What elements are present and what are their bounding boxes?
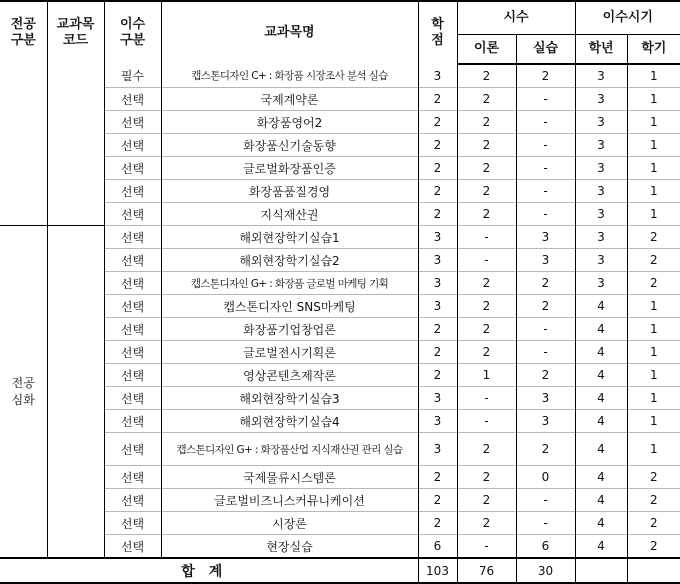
table-body [0,64,680,558]
credits-cell: 2 [418,466,457,489]
theory-hours-cell: 1 [457,364,516,387]
header-hours: 시수 [457,1,575,34]
header-credits: 학 점 [418,1,457,64]
completion-type-cell: 선택 [104,318,161,341]
semester-cell: 1 [627,180,680,203]
practice-hours-cell: 3 [516,226,575,249]
theory-hours-cell: 2 [457,466,516,489]
course-code-cell [47,64,104,226]
practice-hours-cell: - [516,111,575,134]
semester-cell: 1 [627,295,680,318]
semester-cell: 1 [627,387,680,410]
practice-hours-cell: - [516,489,575,512]
course-name-cell: 캡스톤디자인 SNS마케팅 [161,295,418,318]
year-cell: 4 [575,410,627,433]
completion-type-cell: 선택 [104,535,161,559]
practice-hours-cell: - [516,134,575,157]
completion-type-cell: 선택 [104,157,161,180]
year-cell: 4 [575,489,627,512]
year-cell: 3 [575,64,627,88]
practice-hours-cell: - [516,512,575,535]
theory-hours-cell: 2 [457,433,516,466]
semester-cell: 2 [627,466,680,489]
semester-cell: 2 [627,272,680,295]
practice-hours-cell: 2 [516,272,575,295]
credits-cell: 2 [418,88,457,111]
completion-type-cell: 선택 [104,249,161,272]
credits-cell: 3 [418,272,457,295]
completion-type-cell: 선택 [104,88,161,111]
theory-hours-cell: 2 [457,180,516,203]
credits-cell: 2 [418,134,457,157]
year-cell: 4 [575,433,627,466]
practice-hours-cell: 0 [516,466,575,489]
semester-cell: 2 [627,226,680,249]
credits-cell: 2 [418,180,457,203]
course-name-cell: 해외현장학기실습2 [161,249,418,272]
practice-hours-cell: 3 [516,387,575,410]
completion-type-cell: 선택 [104,341,161,364]
completion-type-cell: 선택 [104,433,161,466]
header-year: 학년 [575,34,627,64]
semester-cell: 2 [627,512,680,535]
credits-cell: 2 [418,512,457,535]
course-name-cell: 해외현장학기실습1 [161,226,418,249]
theory-hours-cell: 2 [457,203,516,226]
header-course-name: 교과목명 [161,1,418,64]
course-name-cell: 지식재산권 [161,203,418,226]
course-name-cell: 화장품품질경영 [161,180,418,203]
semester-cell: 1 [627,410,680,433]
completion-type-cell: 선택 [104,272,161,295]
theory-hours-cell: 2 [457,111,516,134]
year-cell: 3 [575,180,627,203]
credits-cell: 2 [418,203,457,226]
credits-cell: 3 [418,387,457,410]
theory-hours-cell: - [457,410,516,433]
course-code-cell [47,226,104,559]
year-cell: 3 [575,249,627,272]
course-name-cell: 화장품신기술동향 [161,134,418,157]
practice-hours-cell: 2 [516,64,575,88]
header-semester: 학기 [627,34,680,64]
practice-hours-cell: 3 [516,249,575,272]
completion-type-cell: 선택 [104,226,161,249]
course-name-cell: 화장품기업창업론 [161,318,418,341]
practice-hours-cell: 2 [516,364,575,387]
practice-hours-cell: 3 [516,410,575,433]
year-cell: 4 [575,318,627,341]
practice-hours-cell: - [516,157,575,180]
year-cell: 4 [575,295,627,318]
course-name-cell: 화장품영어2 [161,111,418,134]
credits-cell: 2 [418,111,457,134]
year-cell: 4 [575,364,627,387]
completion-type-cell: 선택 [104,466,161,489]
credits-cell: 6 [418,535,457,559]
year-cell: 3 [575,157,627,180]
completion-type-cell: 선택 [104,134,161,157]
credits-cell: 3 [418,226,457,249]
theory-hours-cell: 2 [457,64,516,88]
credits-cell: 2 [418,157,457,180]
semester-cell: 1 [627,64,680,88]
year-cell: 3 [575,226,627,249]
practice-hours-cell: - [516,88,575,111]
year-cell: 3 [575,111,627,134]
semester-cell: 1 [627,364,680,387]
completion-type-cell: 선택 [104,512,161,535]
semester-cell: 1 [627,433,680,466]
year-cell: 3 [575,272,627,295]
credits-cell: 3 [418,64,457,88]
credits-cell: 3 [418,410,457,433]
completion-type-cell: 선택 [104,387,161,410]
semester-cell: 1 [627,111,680,134]
table-row [0,226,680,249]
completion-type-cell: 필수 [104,64,161,88]
semester-cell: 1 [627,88,680,111]
theory-hours-cell: 2 [457,341,516,364]
course-name-cell: 영상콘텐츠제작론 [161,364,418,387]
theory-hours-cell: 2 [457,489,516,512]
total-label: 합계 [0,558,418,583]
course-name-cell: 국제계약론 [161,88,418,111]
practice-hours-cell: - [516,180,575,203]
theory-hours-cell: 2 [457,88,516,111]
header-period: 이수시기 [575,1,680,34]
major-category-cell [0,64,47,226]
year-cell: 4 [575,512,627,535]
theory-hours-cell: 2 [457,318,516,341]
theory-hours-cell: 2 [457,272,516,295]
course-name-cell: 캡스톤디자인 C+ : 화장품 시장조사 분석 실습 [161,64,418,88]
total-row [0,558,680,583]
theory-hours-cell: - [457,535,516,559]
year-cell: 3 [575,203,627,226]
semester-cell: 2 [627,535,680,559]
practice-hours-cell: 2 [516,295,575,318]
credits-cell: 2 [418,489,457,512]
header-practice: 실습 [516,34,575,64]
major-category-cell: 전공 심화 [0,226,47,559]
course-name-cell: 글로벌화장품인증 [161,157,418,180]
course-name-cell: 캡스톤디자인 G+ : 화장품 글로벌 마케팅 기획 [161,272,418,295]
header-completion-type: 이수 구분 [104,1,161,64]
header-major-category: 전공 구분 [0,1,47,64]
course-name-cell: 글로벌비즈니스커뮤니케이션 [161,489,418,512]
credits-cell: 3 [418,249,457,272]
theory-hours-cell: 2 [457,134,516,157]
completion-type-cell: 선택 [104,364,161,387]
semester-cell: 1 [627,134,680,157]
year-cell: 3 [575,88,627,111]
theory-hours-cell: 2 [457,512,516,535]
completion-type-cell: 선택 [104,295,161,318]
header-course-code: 교과목 코드 [47,1,104,64]
theory-hours-cell: - [457,249,516,272]
theory-hours-cell: - [457,226,516,249]
practice-hours-cell: - [516,203,575,226]
credits-cell: 2 [418,318,457,341]
credits-cell: 3 [418,433,457,466]
header-theory: 이론 [457,34,516,64]
semester-cell: 1 [627,341,680,364]
completion-type-cell: 선택 [104,410,161,433]
completion-type-cell: 선택 [104,203,161,226]
completion-type-cell: 선택 [104,180,161,203]
practice-hours-cell: 2 [516,433,575,466]
year-cell: 4 [575,341,627,364]
credits-cell: 2 [418,341,457,364]
credits-cell: 3 [418,295,457,318]
total-year [575,558,627,583]
completion-type-cell: 선택 [104,111,161,134]
year-cell: 3 [575,134,627,157]
practice-hours-cell: - [516,318,575,341]
theory-hours-cell: 2 [457,295,516,318]
total-practice: 30 [516,558,575,583]
practice-hours-cell: - [516,341,575,364]
year-cell: 4 [575,387,627,410]
course-name-cell: 글로벌전시기획론 [161,341,418,364]
theory-hours-cell: 2 [457,157,516,180]
credits-cell: 2 [418,364,457,387]
table-row [0,64,680,88]
course-name-cell: 시장론 [161,512,418,535]
course-name-cell: 해외현장학기실습3 [161,387,418,410]
semester-cell: 1 [627,318,680,341]
course-name-cell: 국제물류시스템론 [161,466,418,489]
total-semester [627,558,680,583]
year-cell: 4 [575,466,627,489]
total-theory: 76 [457,558,516,583]
completion-type-cell: 선택 [104,489,161,512]
total-credits: 103 [418,558,457,583]
course-name-cell: 해외현장학기실습4 [161,410,418,433]
semester-cell: 1 [627,157,680,180]
semester-cell: 2 [627,489,680,512]
semester-cell: 2 [627,249,680,272]
course-name-cell: 현장실습 [161,535,418,559]
year-cell: 4 [575,535,627,559]
course-name-cell: 캡스톤디자인 G+ : 화장품산업 지식재산권 관리 실습 [161,433,418,466]
theory-hours-cell: - [457,387,516,410]
practice-hours-cell: 6 [516,535,575,559]
semester-cell: 1 [627,203,680,226]
